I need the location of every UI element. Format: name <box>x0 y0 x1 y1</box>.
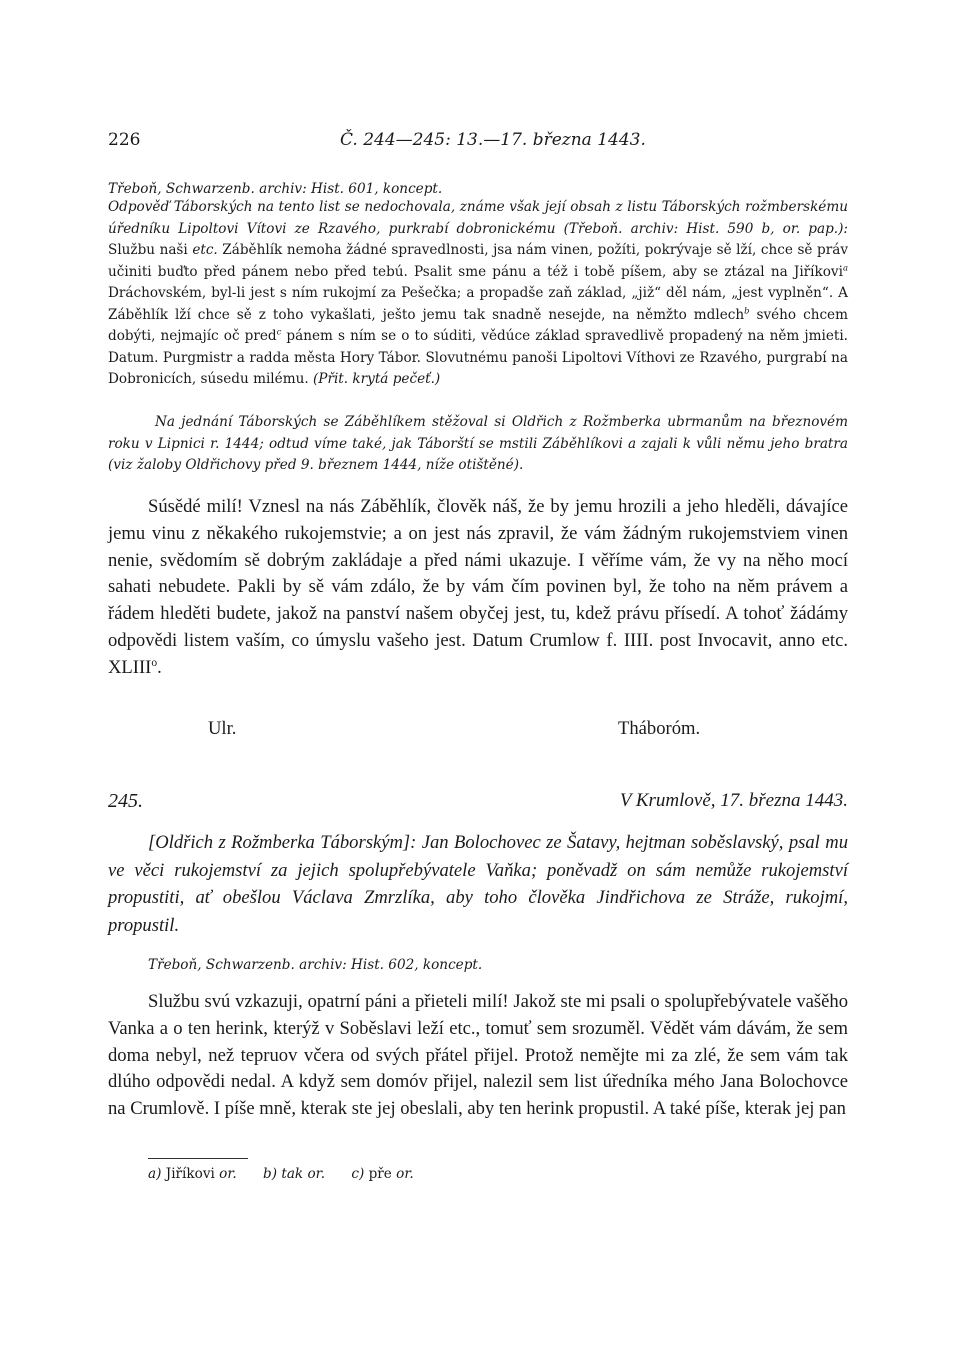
footnotes <box>148 1166 436 1182</box>
note-etc: etc. <box>192 242 218 258</box>
footnote: c) pře or. <box>351 1166 414 1182</box>
footnote-divider <box>148 1158 248 1159</box>
note-quote-part: pánem s ním se o to súditi, vědúce základ spravedlivě propadený na něm jmieti. Datum. Purgmistr a radda města Hory Tábor. Slovutnému panoši Lipoltovi Víthovi ze Rzavého, purgrabí na Dobronicích, súsedu milému. <box>108 328 848 387</box>
running-title: Č. 244—245: 13.—17. března 1443. <box>340 130 646 150</box>
footnote-ref-b: b <box>744 304 750 315</box>
note-seal: (Přit. krytá pečeť.) <box>313 371 441 387</box>
page-header <box>108 130 848 158</box>
document-letter-text: Službu svú vzkazuji, opatrní páni a přieteli milí! Jakož ste mi psali o spolupřebývatele vašěho Vanka a o ten herink, kterýž v Soběslavi leží etc., tomuť sem srozuměl. Vědět vám dávám, že sem doma nebyl, než tepruov včera od svých přátel přijel. Protož nemějte mi za zlé, že sem vám tak dlúho odpovědi nedal. A když sem domóv přijel, nalezil sem list úředníka mého Jana Bolochovce na Crumlově. I píše mně, kterak ste jej obeslali, aby ten herink propustil. A také píše, kterak jej pan <box>108 991 848 1120</box>
previous-note-paragraph <box>108 197 848 391</box>
document-place-date: V Krumlově, 17. března 1443. <box>619 790 848 811</box>
letter-body: Súsědé milí! Vznesl na nás Záběhlík, člověk náš, že by jemu hrozili a jeho hleděli, dávajíce jemu vinu z někakého rukojemstvie; a on jest nás zpravil, že vám žádným rukojemstviem vinen nenie, svědomím sě dobrým zakládaje a před námi ukazuje. I věříme vám, že vy na něho mocí sahati nebudete. Pakli by sě vám zdálo, že by vám čím povinen byl, že toho na něm právem a řádem hleděti budete, jakož na panství našem obyčej jest, tu, kdež právu přísedí. A tohoť žádámy odpovědi listem vaším, co úmyslu vašeho jest. Datum Crumlow f. IIII. post Invocavit, anno etc. XLIII <box>108 496 848 678</box>
footnote: b) tak or. <box>263 1166 326 1182</box>
document-regest: [Oldřich z Rožmberka Táborským]: Jan Bolochovec ze Šatavy, hejtman soběslavský, psal mu ve věci rukojemství za jejich spolupřebývatele Vaňka; poněvadž on sám nemůže rukojemství propustiti, ať obešlou Václava Zmrzlíka, aby toho člověka Jindřichova ze Stráže, rukojmí, propustil. <box>108 832 848 936</box>
signature-right: Tháboróm. <box>618 718 701 739</box>
previous-remark-paragraph: Na jednání Táborských se Záběhlíkem stěžoval si Oldřich z Rožmberka ubrmanům na březnovém roku v Lipnici r. 1444; odtud víme také, jak Táborští se mstili Záběhlíkovi a zajali k vůli němu jeho bratra (viz žaloby Oldřichovy před 9. březnem 1444, níže otištěné). <box>108 414 848 473</box>
letter-superscript: o <box>151 656 158 669</box>
letter-end: . <box>157 656 162 678</box>
document-source-line: Třeboň, Schwarzenb. archiv: Hist. 602, koncept. <box>148 957 483 973</box>
note-quote-part: Službu naši <box>108 242 193 258</box>
document-number: 245. <box>108 790 143 812</box>
signature-left: Ulr. <box>208 718 237 739</box>
previous-source-line: Třeboň, Schwarzenb. archiv: Hist. 601, koncept. <box>108 181 443 197</box>
note-quote-part: Dráchovském, byl-li jest s ním rukojmí za Pešečka; a propadše zaň základ, „již“ děl nám, „jest vyplněn“. A Záběhlík lží chce sě z toho vykašlati, ješto jemu tak snadně nesejde, na němžto mdlech <box>108 285 848 323</box>
page-number: 226 <box>108 130 141 150</box>
previous-letter-text <box>108 494 848 682</box>
note-quote-part: Záběhlík nemoha žádné spravedlnosti, jsa nám vinen, požíti, pokrývaje sě lží, chce sě práv učiniti buďto před pánem nebo před tebú. Psalit sme pánu a též i tobě píšem, aby se ztázal na Jiříkovi <box>108 242 849 280</box>
note-quote-part: svého chcem dobýti, nejmajíc oč pred <box>108 306 848 344</box>
footnote: a) Jiříkovi or. <box>148 1166 237 1182</box>
footnote-ref-c: c <box>276 326 282 337</box>
footnote-ref-a: a <box>842 261 848 272</box>
note-intro: Odpověď Táborských na tento list se nedochovala, známe však její obsah z listu Táborských rožmberskému úředníku Lipoltovi Vítovi ze Rzavého, purkrabí dobronickému (Třeboň. archiv: Hist. 590 b, or. pap.): <box>108 199 848 237</box>
